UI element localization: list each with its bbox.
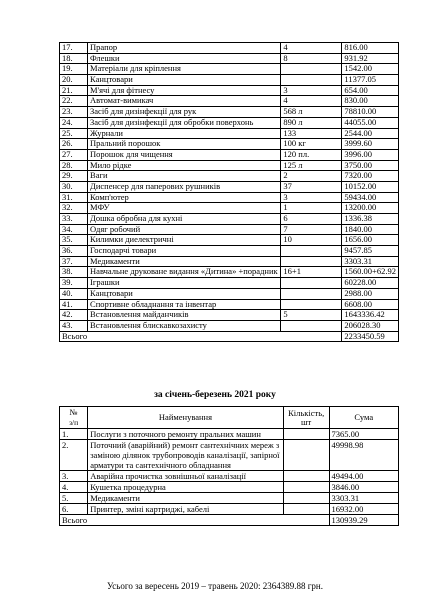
row-number: 4. <box>60 482 88 493</box>
row-number: 34. <box>60 224 88 235</box>
row-number: 30. <box>60 181 88 192</box>
item-name: Одяг робочий <box>88 224 281 235</box>
item-sum: 2544.00 <box>342 128 399 139</box>
item-sum: 59434.00 <box>342 192 399 203</box>
item-name: Встановлення майданчиків <box>88 310 281 321</box>
item-sum: 16932.00 <box>329 504 398 515</box>
item-quantity: 10 <box>281 235 342 246</box>
item-quantity: 16+1 <box>281 267 342 278</box>
table-row <box>60 192 399 203</box>
item-sum: 1560.00+62.92 <box>342 267 399 278</box>
table-row <box>60 256 399 267</box>
row-number: 33. <box>60 214 88 225</box>
item-quantity <box>281 288 342 299</box>
item-sum: 2988.00 <box>342 288 399 299</box>
table2-total-value: 130939.29 <box>329 515 398 526</box>
item-name: Встановлення блискавкозахисту <box>88 320 281 331</box>
item-quantity: 125 л <box>281 160 342 171</box>
row-number: 22. <box>60 96 88 107</box>
item-sum: 78810.00 <box>342 107 399 118</box>
row-number: 31. <box>60 192 88 203</box>
item-sum: 206028.30 <box>342 320 399 331</box>
item-quantity: 8 <box>281 53 342 64</box>
item-quantity <box>283 429 329 440</box>
purchases-table-body <box>60 43 399 332</box>
item-name: Медикаменти <box>88 256 281 267</box>
table2-body <box>60 429 399 515</box>
item-quantity <box>283 504 329 515</box>
row-number: 40. <box>60 288 88 299</box>
item-quantity: 120 пл. <box>281 149 342 160</box>
row-number: 23. <box>60 107 88 118</box>
item-name: Послуги з поточного ремонту пральних машин <box>88 429 284 440</box>
table-row <box>60 482 399 493</box>
row-number: 32. <box>60 203 88 214</box>
item-quantity: 133 <box>281 128 342 139</box>
item-sum: 49494.00 <box>329 471 398 482</box>
table-row <box>60 171 399 182</box>
item-sum: 3996.00 <box>342 149 399 160</box>
item-quantity: 4 <box>281 43 342 54</box>
item-name: Господарчі товари <box>88 246 281 257</box>
purchases-table-2019-2020 <box>59 42 399 342</box>
item-quantity <box>283 471 329 482</box>
table-row <box>60 149 399 160</box>
item-sum: 3846.00 <box>329 482 398 493</box>
item-name: Журнали <box>88 128 281 139</box>
item-quantity: 1 <box>281 203 342 214</box>
row-number: 28. <box>60 160 88 171</box>
item-sum: 13200.00 <box>342 203 399 214</box>
table-row <box>60 117 399 128</box>
item-name: Килимки диелектричні <box>88 235 281 246</box>
row-number: 35. <box>60 235 88 246</box>
table2-header-row <box>60 407 399 429</box>
item-name: Мило рідке <box>88 160 281 171</box>
item-quantity: 3 <box>281 85 342 96</box>
item-sum: 7365.00 <box>329 429 398 440</box>
item-name: Порошок для чищення <box>88 149 281 160</box>
item-quantity: 568 л <box>281 107 342 118</box>
item-sum: 60228.00 <box>342 278 399 289</box>
table-row <box>60 224 399 235</box>
table-row <box>60 440 399 471</box>
row-number: 38. <box>60 267 88 278</box>
row-number: 20. <box>60 75 88 86</box>
row-number: 25. <box>60 128 88 139</box>
item-sum: 7320.00 <box>342 171 399 182</box>
table-row <box>60 493 399 504</box>
item-name: Канцтовари <box>88 288 281 299</box>
item-name: Засіб для дизінфекції для обробки поверхонь <box>88 117 281 128</box>
row-number: 36. <box>60 246 88 257</box>
table-row <box>60 203 399 214</box>
item-sum: 1643336.42 <box>342 310 399 321</box>
row-number: 6. <box>60 504 88 515</box>
item-quantity: 7 <box>281 224 342 235</box>
item-sum: 10152.00 <box>342 181 399 192</box>
table2-total-label: Всього <box>60 515 330 526</box>
header-name: Найменування <box>88 407 284 429</box>
item-sum: 816.00 <box>342 43 399 54</box>
item-quantity <box>283 440 329 471</box>
row-number: 18. <box>60 53 88 64</box>
item-name: Автомат-вимикач <box>88 96 281 107</box>
item-sum: 3303.31 <box>342 256 399 267</box>
table-row <box>60 181 399 192</box>
item-name: Комп'ютер <box>88 192 281 203</box>
item-quantity <box>281 246 342 257</box>
item-name: Спортивне обладнання та інвентар <box>88 299 281 310</box>
row-number: 39. <box>60 278 88 289</box>
item-name: Аварійна прочистка зовнішньої каналізації <box>88 471 284 482</box>
item-name: Ваги <box>88 171 281 182</box>
table-row <box>60 278 399 289</box>
table-row <box>60 139 399 150</box>
row-number: 1. <box>60 429 88 440</box>
item-sum: 654.00 <box>342 85 399 96</box>
table-row <box>60 246 399 257</box>
row-number: 42. <box>60 310 88 321</box>
table2-total-row <box>60 515 399 526</box>
item-sum: 1542.00 <box>342 64 399 75</box>
table-row <box>60 429 399 440</box>
table1-total-value: 2233450.59 <box>342 331 399 342</box>
row-number: 17. <box>60 43 88 54</box>
row-number: 41. <box>60 299 88 310</box>
row-number: 29. <box>60 171 88 182</box>
item-quantity <box>283 493 329 504</box>
header-quantity: Кількість, шт <box>283 407 329 429</box>
item-quantity <box>281 75 342 86</box>
table-row <box>60 267 399 278</box>
item-quantity <box>281 299 342 310</box>
item-name: Прапор <box>88 43 281 54</box>
row-number: 19. <box>60 64 88 75</box>
table-row <box>60 160 399 171</box>
item-quantity <box>283 482 329 493</box>
row-number: 3. <box>60 471 88 482</box>
item-name: МФУ <box>88 203 281 214</box>
item-sum: 11377.05 <box>342 75 399 86</box>
item-quantity <box>281 64 342 75</box>
item-quantity: 4 <box>281 96 342 107</box>
item-sum: 830.00 <box>342 96 399 107</box>
table1-total-row <box>60 331 399 342</box>
table-row <box>60 64 399 75</box>
table-row <box>60 43 399 54</box>
grand-total-text: Усього за вересень 2019 – травень 2020: 2364389.88 грн. <box>107 581 323 591</box>
row-number: 43. <box>60 320 88 331</box>
item-sum: 49998.98 <box>329 440 398 471</box>
header-sum: Сума <box>329 407 398 429</box>
item-name: Принтер, зміні картриджі, кабелі <box>88 504 284 515</box>
item-quantity <box>281 278 342 289</box>
item-name: Канцтовари <box>88 75 281 86</box>
item-quantity <box>281 256 342 267</box>
table-row <box>60 107 399 118</box>
item-quantity: 5 <box>281 310 342 321</box>
item-quantity: 2 <box>281 171 342 182</box>
item-sum: 3999.60 <box>342 139 399 150</box>
table-row <box>60 288 399 299</box>
item-name: Навчальне друковане видання «Дитина» +порадник <box>88 267 281 278</box>
item-quantity <box>281 320 342 331</box>
table-row <box>60 320 399 331</box>
table-row <box>60 53 399 64</box>
item-sum: 1656.00 <box>342 235 399 246</box>
item-name: Пральний порошок <box>88 139 281 150</box>
table-row <box>60 299 399 310</box>
row-number: 24. <box>60 117 88 128</box>
row-number: 2. <box>60 440 88 471</box>
item-sum: 1840.00 <box>342 224 399 235</box>
section-title-2021: за січень-березень 2021 року <box>154 390 276 400</box>
item-name: Кушетка процедурна <box>88 482 284 493</box>
table-row <box>60 235 399 246</box>
item-name: Флешки <box>88 53 281 64</box>
row-number: 37. <box>60 256 88 267</box>
item-sum: 6608.00 <box>342 299 399 310</box>
item-sum: 1336.38 <box>342 214 399 225</box>
table-row <box>60 214 399 225</box>
header-number: № з/п <box>60 407 88 429</box>
item-name: Дошка обробна для кухні <box>88 214 281 225</box>
item-name: Диспенсер для паперових рушників <box>88 181 281 192</box>
item-quantity: 3 <box>281 192 342 203</box>
item-quantity: 100 кг <box>281 139 342 150</box>
item-sum: 9457.85 <box>342 246 399 257</box>
row-number: 26. <box>60 139 88 150</box>
item-name: М'ячі для фітнесу <box>88 85 281 96</box>
purchases-table-2021 <box>59 406 399 526</box>
table-row <box>60 75 399 86</box>
item-sum: 44055.00 <box>342 117 399 128</box>
item-name: Медикаменти <box>88 493 284 504</box>
table-row <box>60 85 399 96</box>
row-number: 21. <box>60 85 88 96</box>
table-row <box>60 310 399 321</box>
item-quantity: 6 <box>281 214 342 225</box>
item-sum: 3303.31 <box>329 493 398 504</box>
table-row <box>60 504 399 515</box>
table1-total-label: Всього <box>60 331 342 342</box>
item-quantity: 37 <box>281 181 342 192</box>
item-name: Матеріали для кріплення <box>88 64 281 75</box>
item-sum: 931.92 <box>342 53 399 64</box>
row-number: 27. <box>60 149 88 160</box>
item-sum: 3750.00 <box>342 160 399 171</box>
table-row <box>60 96 399 107</box>
table-row <box>60 471 399 482</box>
item-quantity: 890 л <box>281 117 342 128</box>
item-name: Засіб для дизінфекції для рук <box>88 107 281 118</box>
row-number: 5. <box>60 493 88 504</box>
table-row <box>60 128 399 139</box>
item-name: Іграшки <box>88 278 281 289</box>
item-name: Поточний (аварійний) ремонт сантехнічних мереж з заміною ділянок трубопроводів каналізації, запірної арматури та сантехнічного обладнання <box>88 440 284 471</box>
